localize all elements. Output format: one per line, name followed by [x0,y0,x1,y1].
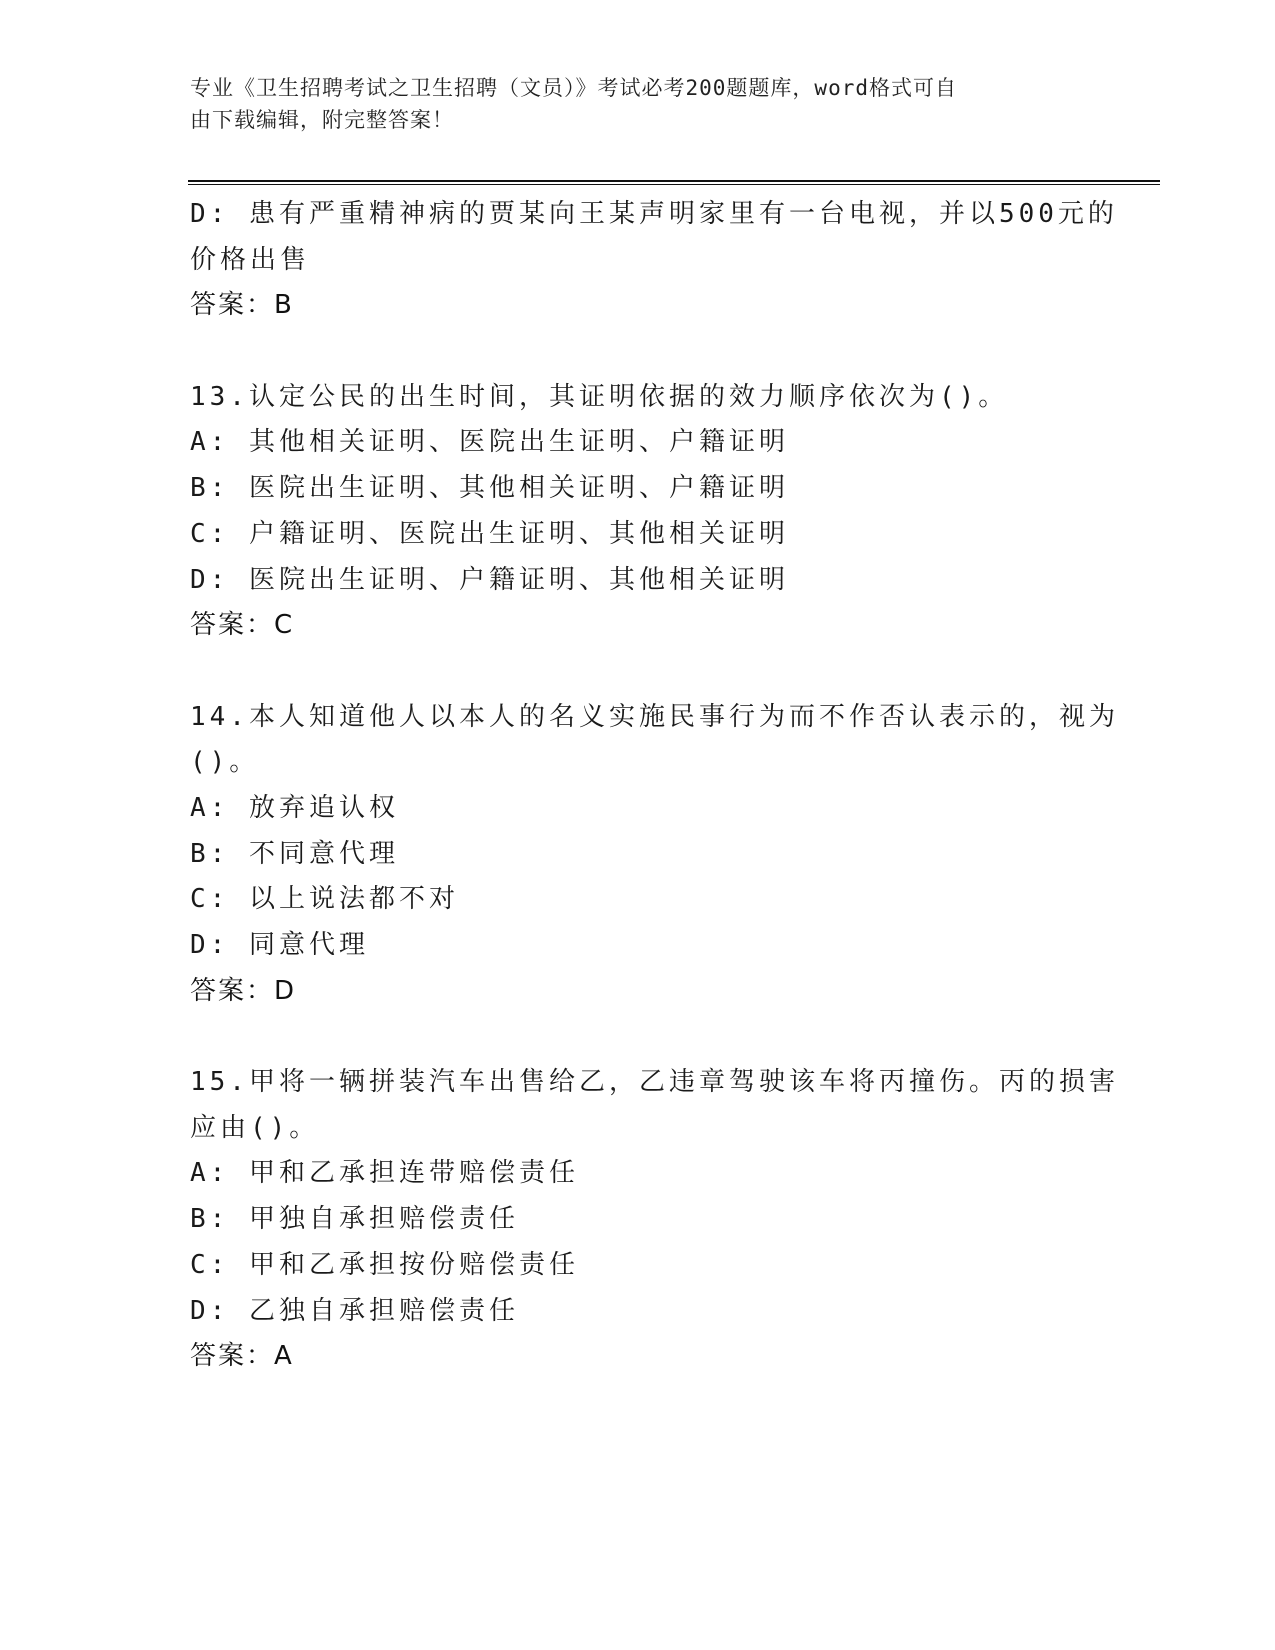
question-content [190,192,1119,1380]
header-line-1: 专业《卫生招聘考试之卫生招聘（文员）》考试必考200题题库，word格式可自 [190,76,957,100]
question-15 [190,1060,1119,1380]
option-d: D: 医院出生证明、户籍证明、其他相关证明 [190,564,789,595]
answer-line: 答案：B [190,290,294,321]
option-b: B: 不同意代理 [190,838,399,869]
option-c: C: 以上说法都不对 [190,884,459,915]
option-d: D: 乙独自承担赔偿责任 [190,1295,519,1326]
question-stem: 15.甲将一辆拼装汽车出售给乙，乙违章驾驶该车将丙撞伤。丙的损害 [190,1067,1119,1098]
answer-line: 答案：D [190,975,297,1006]
previous-question-tail [190,192,1118,329]
question-stem: 13.认定公民的出生时间，其证明依据的效力顺序依次为()。 [190,381,1009,412]
header-rule-thick [188,180,1160,182]
document-header [190,72,1070,136]
option-b: B: 医院出生证明、其他相关证明、户籍证明 [190,473,789,504]
option-b: B: 甲独自承担赔偿责任 [190,1204,519,1235]
answer-line: 答案：C [190,610,295,641]
question-13 [190,375,1080,649]
option-d: D: 同意代理 [190,930,369,960]
option-c: C: 甲和乙承担按份赔偿责任 [190,1249,579,1280]
question-stem-continued: ()。 [190,747,260,778]
option-a: A: 放弃追认权 [190,792,399,823]
header-rule-thin [188,184,1160,185]
option-c: C: 户籍证明、医院出生证明、其他相关证明 [190,518,789,549]
question-14 [190,695,1119,1015]
question-stem-continued: 应由()。 [190,1112,320,1143]
spacer [190,649,1080,695]
spacer [190,329,1080,375]
option-d-continued: 价格出售 [190,244,311,275]
option-a: A: 甲和乙承担连带赔偿责任 [190,1158,579,1189]
option-a: A: 其他相关证明、医院出生证明、户籍证明 [190,427,789,458]
header-line-2: 由下载编辑，附完整答案！ [190,108,454,132]
answer-line: 答案：A [190,1341,294,1372]
option-d: D: 患有严重精神病的贾某向王某声明家里有一台电视，并以500元的 [190,199,1118,229]
spacer [190,1014,1080,1060]
question-stem: 14.本人知道他人以本人的名义实施民事行为而不作否认表示的，视为 [190,701,1119,732]
